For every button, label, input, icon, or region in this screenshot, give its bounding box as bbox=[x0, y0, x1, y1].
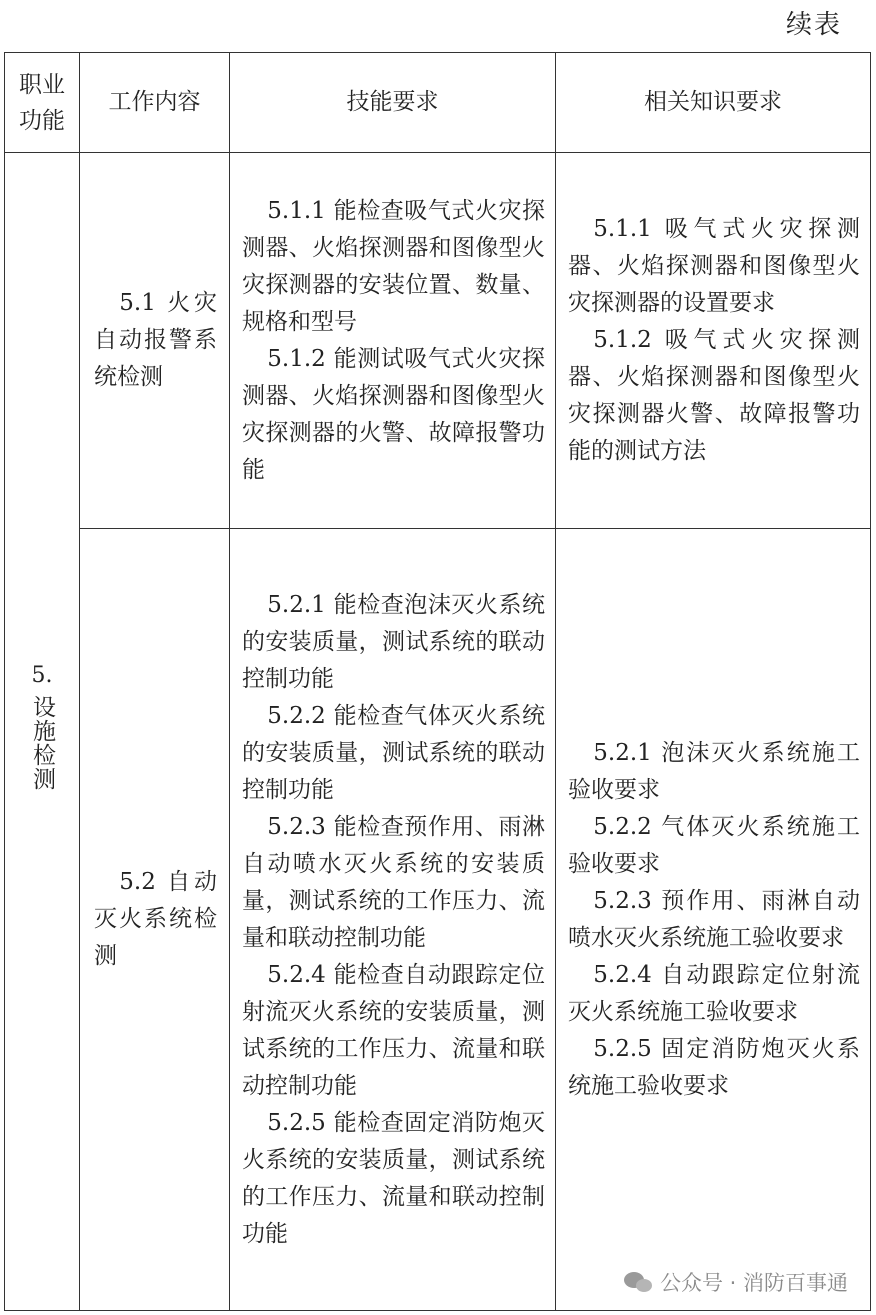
header-function-label: 职业 功能 bbox=[19, 71, 65, 134]
knowledge-item: 5.2.2 气体灭火系统施工验收要求 bbox=[568, 813, 860, 877]
watermark bbox=[624, 1267, 848, 1297]
header-knowledge-requirements: 相关知识要求 bbox=[556, 53, 871, 153]
knowledge-item: 5.1.2 吸气式火灾探测器、火焰探测器和图像型火灾探测器火警、故障报警功能的测试方法 bbox=[568, 327, 860, 464]
function-number: 5. bbox=[31, 662, 53, 688]
skill-item: 5.1.2 能测试吸气式火灾探测器、火焰探测器和图像型火灾探测器的火警、故障报警功能 bbox=[242, 345, 545, 483]
skill-item: 5.2.5 能检查固定消防炮灭火系统的安装质量，测试系统的工作压力、流量和联动控制功能 bbox=[242, 1109, 545, 1247]
work-content-text: 5.1 火灾自动报警系统检测 bbox=[94, 290, 217, 390]
knowledge-cell bbox=[556, 153, 871, 529]
skills-table bbox=[4, 52, 871, 1311]
skill-cell bbox=[230, 153, 556, 529]
knowledge-item: 5.2.5 固定消防炮灭火系统施工验收要求 bbox=[568, 1035, 860, 1099]
skill-item: 5.2.1 能检查泡沫灭火系统的安装质量，测试系统的联动控制功能 bbox=[242, 591, 545, 692]
function-cell bbox=[5, 153, 80, 1311]
knowledge-item: 5.1.1 吸气式火灾探测器、火焰探测器和图像型火灾探测器的设置要求 bbox=[568, 216, 860, 316]
knowledge-item: 5.2.3 预作用、雨淋自动喷水灭火系统施工验收要求 bbox=[568, 887, 860, 951]
knowledge-item: 5.2.1 泡沫灭火系统施工验收要求 bbox=[568, 739, 860, 803]
knowledge-item: 5.2.4 自动跟踪定位射流灭火系统施工验收要求 bbox=[568, 961, 860, 1025]
table-header-row bbox=[5, 53, 871, 153]
header-function bbox=[5, 53, 80, 153]
work-content-text: 5.2 自动灭火系统检测 bbox=[94, 869, 217, 969]
function-name: 设施检测 bbox=[29, 694, 55, 791]
knowledge-cell bbox=[556, 529, 871, 1311]
skill-item: 5.2.4 能检查自动跟踪定位射流灭火系统的安装质量，测试系统的工作压力、流量和联动控制功能 bbox=[242, 961, 545, 1099]
work-content-cell bbox=[80, 529, 230, 1311]
skill-cell bbox=[230, 529, 556, 1311]
skill-item: 5.1.1 能检查吸气式火灾探测器、火焰探测器和图像型火灾探测器的安装位置、数量、规格和型号 bbox=[242, 197, 545, 335]
continuation-label: 续表 bbox=[785, 10, 842, 40]
header-work-content: 工作内容 bbox=[80, 53, 230, 153]
table-row bbox=[5, 529, 871, 1311]
wechat-icon bbox=[624, 1271, 654, 1293]
table-row bbox=[5, 153, 871, 529]
watermark-text: 公众号 · 消防百事通 bbox=[659, 1271, 848, 1295]
header-skill-requirements: 技能要求 bbox=[230, 53, 556, 153]
skill-item: 5.2.2 能检查气体灭火系统的安装质量，测试系统的联动控制功能 bbox=[242, 702, 545, 803]
skill-item: 5.2.3 能检查预作用、雨淋自动喷水灭火系统的安装质量，测试系统的工作压力、流量和联动控制功能 bbox=[242, 813, 545, 951]
work-content-cell bbox=[80, 153, 230, 529]
